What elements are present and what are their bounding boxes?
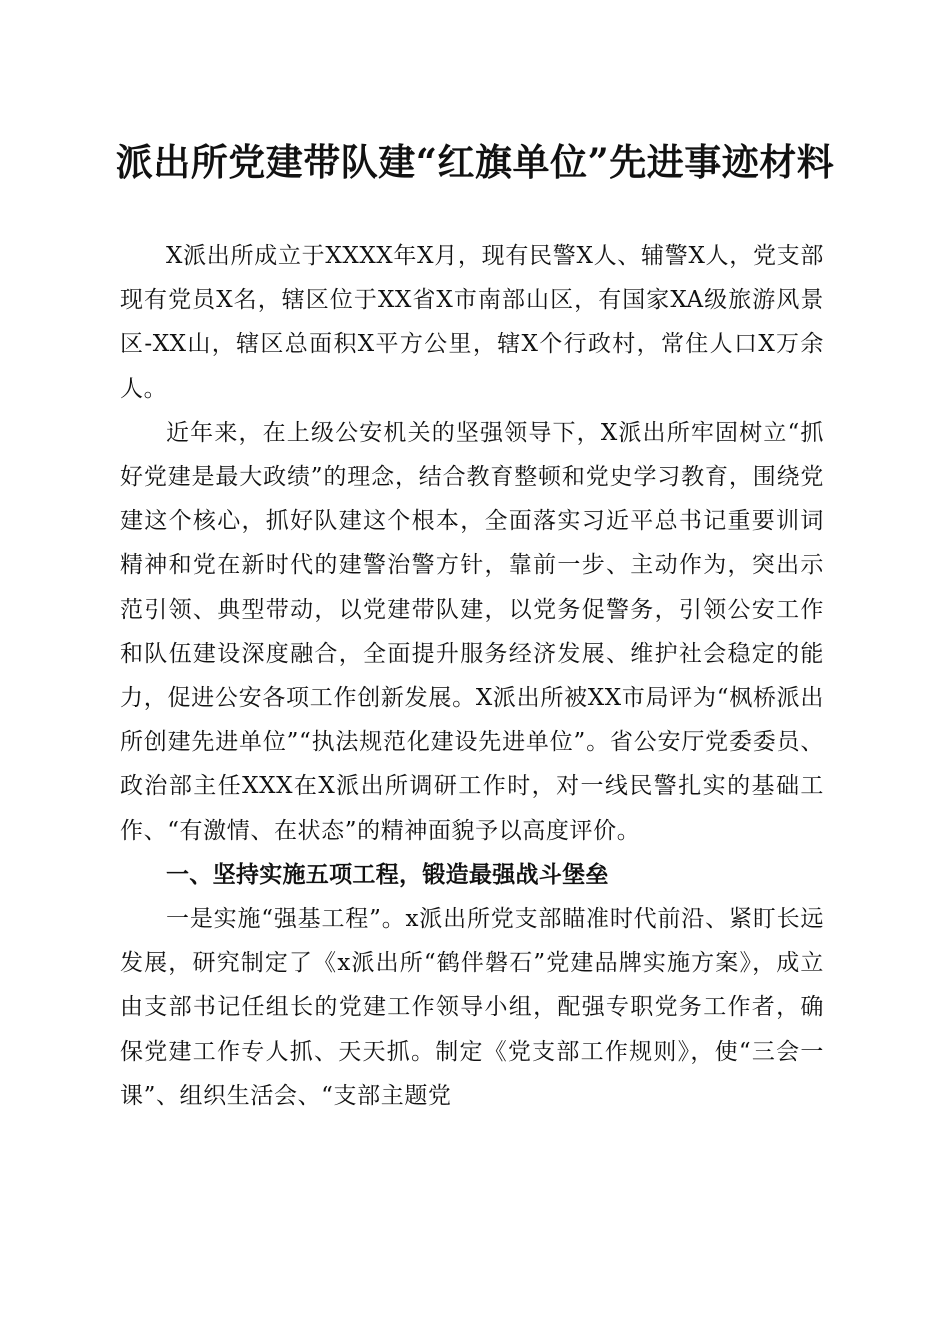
document-title: 派出所党建带队建“红旗单位”先进事迹材料	[115, 140, 835, 184]
document-body	[120, 234, 824, 1118]
intro-paragraph: X派出所成立于XXXX年X月，现有民警X人、辅警X人，党支部现有党员X名，辖区位于XX省X市南部山区，有国家XA级旅游风景区-XX山，辖区总面积X平方公里，辖X个行政村，常住人口X万余人。	[120, 243, 824, 402]
section-paragraph: 一是实施“强基工程”。x派出所党支部瞄准时代前沿、紧盯长远发展，研究制定了《x派出所“鹤伴磐石”党建品牌实施方案》，成立由支部书记任组长的党建工作领导小组，配强专职党务工作者，确保党建工作专人抓、天天抓。制定《党支部工作规则》，使“三会一课”、组织生活会、“支部主题党	[120, 906, 824, 1109]
section-heading: 一、坚持实施五项工程，锻造最强战斗堡垒	[166, 861, 609, 888]
achievement-paragraph: 近年来，在上级公安机关的坚强领导下，X派出所牢固树立“抓好党建是最大政绩”的理念，结合教育整顿和党史学习教育，围绕党建这个核心，抓好队建这个根本，全面落实习近平总书记重要训词精神和党在新时代的建警治警方针，靠前一步、主动作为，突出示范引领、典型带动，以党建带队建，以党务促警务，引领公安工作和队伍建设深度融合，全面提升服务经济发展、维护社会稳定的能力，促进公安各项工作创新发展。X派出所被XX市局评为“枫桥派出所创建先进单位”“执法规范化建设先进单位”。省公安厅党委委员、政治部主任XXX在X派出所调研工作时，对一线民警扎实的基础工作、“有激情、在状态”的精神面貌予以高度评价。	[120, 419, 824, 844]
